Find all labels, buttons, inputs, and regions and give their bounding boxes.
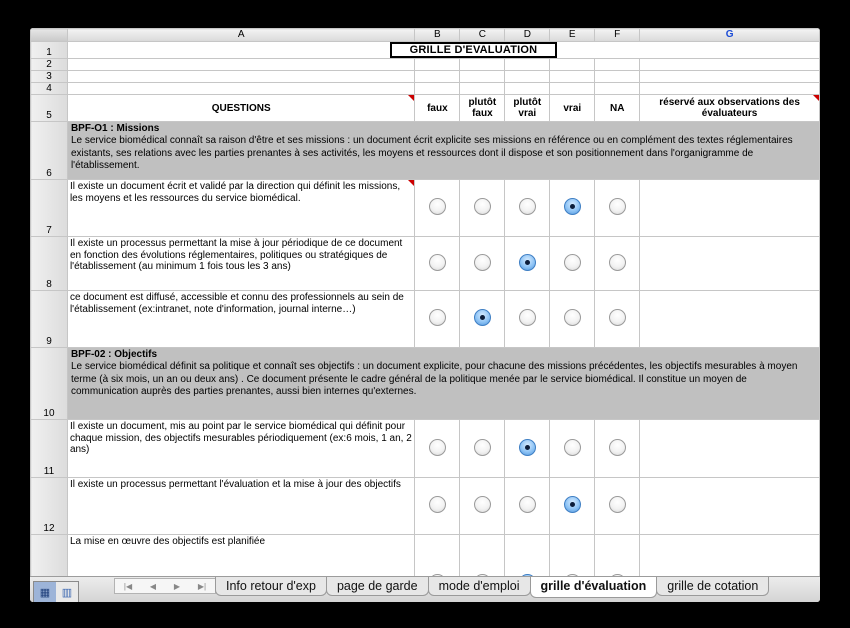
question-text: Il existe un document écrit et validé par la direction qui définit les missions, les moyens et les ressources du service biomédical. (69, 181, 401, 204)
sheet-row (31, 83, 820, 95)
plutot-vrai-cell (505, 180, 550, 237)
plutot-vrai-cell (505, 420, 550, 478)
question-row (31, 180, 820, 237)
vrai-cell (550, 420, 595, 478)
na-cell (595, 478, 640, 535)
na-cell (595, 291, 640, 348)
spreadsheet-window (30, 28, 820, 602)
na-radio[interactable] (609, 309, 626, 326)
sheet-tabs (216, 577, 769, 599)
question-cell[interactable] (67, 237, 414, 291)
cell[interactable] (415, 71, 460, 83)
na-radio[interactable] (609, 198, 626, 215)
observation-cell[interactable] (640, 420, 820, 478)
observation-cell[interactable] (640, 291, 820, 348)
vrai-radio[interactable] (564, 254, 581, 271)
section-row (31, 348, 820, 420)
cell[interactable] (67, 83, 414, 95)
plutot-vrai-radio[interactable] (519, 309, 536, 326)
faux-cell (415, 478, 460, 535)
column-header-c[interactable]: C (460, 29, 505, 42)
worksheet-grid (30, 28, 820, 595)
plutot-faux-cell (460, 291, 505, 348)
plutot-vrai-cell (505, 478, 550, 535)
na-radio[interactable] (609, 496, 626, 513)
vrai-radio[interactable] (564, 309, 581, 326)
previous-sheet-icon[interactable]: ◀ (149, 581, 157, 591)
na-header[interactable]: NA (595, 95, 640, 122)
vrai-radio[interactable] (564, 496, 581, 513)
observations-header[interactable] (640, 95, 820, 122)
plutot-faux-radio[interactable] (474, 496, 491, 513)
row-number[interactable]: 4 (31, 83, 68, 95)
na-cell (595, 180, 640, 237)
plutot-vrai-header[interactable]: plutôt vrai (505, 95, 550, 122)
sheet-row (31, 42, 820, 59)
plutot-faux-radio[interactable] (474, 309, 491, 326)
cell[interactable] (640, 71, 820, 83)
section-text: Le service biomédical connaît sa raison d'être et ses missions : un document écrit explicite ses missions en référence ou en complément des textes réglementaires existants, ses relations avec les parties prenantes à ses activités, les moyens et ressources dont il dispose et son positionnement dans l'organigramme de l'établissement. (70, 135, 793, 172)
vrai-radio[interactable] (564, 198, 581, 215)
row-number[interactable]: 8 (31, 237, 68, 291)
tab-grille-evaluation[interactable]: grille d'évaluation (530, 577, 658, 598)
plutot-faux-cell (460, 420, 505, 478)
vrai-cell (550, 478, 595, 535)
faux-radio[interactable] (429, 254, 446, 271)
observation-cell[interactable] (640, 180, 820, 237)
column-header-g[interactable]: G (640, 29, 820, 42)
cell[interactable] (595, 71, 640, 83)
faux-cell (415, 291, 460, 348)
question-text: Il existe un processus permettant la mise à jour périodique de ce document en fonction des évolutions réglementaires, politiques ou stratégiques de l'établissement (au minimum 1 fois tous les 3 ans) (69, 238, 403, 273)
section-text: Le service biomédical définit sa politique et connaît ses objectifs : un document explicite, pour chacune des missions précédentes, les objectifs mesurables à moyen terme (à six mois, un an ou deux ans) . Ce document présente le cadre général de la politique menée par le service biomédical. Il constitue un moyen de communication auprès des parties prenantes, aussi bien internes qu'externes. (70, 361, 798, 398)
title-cell[interactable] (67, 42, 819, 59)
vrai-cell (550, 291, 595, 348)
section-cell[interactable] (67, 122, 819, 180)
question-row (31, 237, 820, 291)
observation-cell[interactable] (640, 478, 820, 535)
plutot-vrai-radio[interactable] (519, 439, 536, 456)
tab-page-de-garde[interactable]: page de garde (326, 577, 429, 596)
faux-radio[interactable] (429, 198, 446, 215)
row-number[interactable]: 3 (31, 71, 68, 83)
faux-cell (415, 180, 460, 237)
column-header-b[interactable]: B (415, 29, 460, 42)
sheet-row (31, 71, 820, 83)
cell[interactable] (550, 83, 595, 95)
faux-cell (415, 420, 460, 478)
cell[interactable] (595, 59, 640, 71)
row-number[interactable]: 10 (31, 348, 68, 420)
plutot-faux-radio[interactable] (474, 198, 491, 215)
cell[interactable] (505, 59, 550, 71)
faux-radio[interactable] (429, 309, 446, 326)
column-header-d[interactable]: D (505, 29, 550, 42)
plutot-vrai-cell (505, 291, 550, 348)
observation-cell[interactable] (640, 237, 820, 291)
plutot-faux-radio[interactable] (474, 254, 491, 271)
vrai-cell (550, 237, 595, 291)
row-number[interactable]: 5 (31, 95, 68, 122)
comment-marker-icon (408, 180, 414, 186)
sheet-row (31, 59, 820, 71)
tab-mode-emploi[interactable]: mode d'emploi (428, 577, 531, 596)
na-radio[interactable] (609, 254, 626, 271)
section-cell[interactable] (67, 348, 819, 420)
cell[interactable] (415, 83, 460, 95)
plutot-faux-cell (460, 478, 505, 535)
question-cell[interactable] (67, 291, 414, 348)
sheet-title: GRILLE D'EVALUATION (390, 42, 558, 58)
view-switcher (33, 581, 79, 602)
question-cell[interactable] (67, 420, 414, 478)
question-row (31, 291, 820, 348)
column-header-row (31, 29, 820, 42)
na-cell (595, 237, 640, 291)
question-cell[interactable] (67, 180, 414, 237)
cell[interactable] (550, 71, 595, 83)
vrai-cell (550, 180, 595, 237)
cell[interactable] (640, 83, 820, 95)
question-text: Il existe un processus permettant l'évaluation et la mise à jour des objectifs (69, 479, 401, 490)
select-all-corner[interactable] (31, 29, 68, 42)
row-number[interactable]: 11 (31, 420, 68, 478)
last-sheet-icon[interactable]: ▶| (197, 581, 207, 591)
column-header-a[interactable]: A (67, 29, 414, 42)
cell[interactable] (505, 83, 550, 95)
plutot-vrai-cell (505, 237, 550, 291)
row-number[interactable]: 1 (31, 42, 68, 59)
section-heading: BPF-O1 : Missions (70, 123, 160, 134)
row-number[interactable]: 9 (31, 291, 68, 348)
column-header-e[interactable]: E (550, 29, 595, 42)
cell[interactable] (460, 59, 505, 71)
page-layout-view-icon[interactable]: ▥ (61, 586, 73, 599)
questions-header[interactable] (67, 95, 414, 122)
faux-cell (415, 237, 460, 291)
cell[interactable] (67, 71, 414, 83)
vrai-header[interactable]: vrai (550, 95, 595, 122)
next-sheet-icon[interactable]: ▶ (173, 581, 181, 591)
question-text: La mise en œuvre des objectifs est planifiée (69, 536, 266, 547)
tab-info-retour[interactable]: Info retour d'exp (215, 577, 327, 596)
section-heading: BPF-02 : Objectifs (70, 349, 158, 360)
cell[interactable] (415, 59, 460, 71)
na-radio[interactable] (609, 439, 626, 456)
cell[interactable] (550, 59, 595, 71)
first-sheet-icon[interactable]: |◀ (123, 581, 133, 591)
cell[interactable] (505, 71, 550, 83)
plutot-faux-radio[interactable] (474, 439, 491, 456)
cell[interactable] (640, 59, 820, 71)
row-number[interactable]: 12 (31, 478, 68, 535)
vrai-radio[interactable] (564, 439, 581, 456)
column-header-f[interactable]: F (595, 29, 640, 42)
cell[interactable] (595, 83, 640, 95)
faux-header[interactable]: faux (415, 95, 460, 122)
question-cell[interactable] (67, 478, 414, 535)
normal-view-icon[interactable]: ▦ (34, 582, 56, 602)
row-number[interactable]: 6 (31, 122, 68, 180)
comment-marker-icon (408, 95, 414, 101)
cell[interactable] (460, 71, 505, 83)
cell[interactable] (460, 83, 505, 95)
na-cell (595, 420, 640, 478)
row-number[interactable]: 2 (31, 59, 68, 71)
plutot-faux-header[interactable]: plutôt faux (460, 95, 505, 122)
question-row (31, 478, 820, 535)
faux-radio[interactable] (429, 439, 446, 456)
tab-grille-cotation[interactable]: grille de cotation (656, 577, 769, 596)
section-row (31, 122, 820, 180)
plutot-vrai-radio[interactable] (519, 198, 536, 215)
plutot-faux-cell (460, 180, 505, 237)
sheet-tab-bar (30, 576, 820, 602)
question-row (31, 420, 820, 478)
plutot-vrai-radio[interactable] (519, 254, 536, 271)
sheet-nav-arrows (114, 578, 216, 594)
faux-radio[interactable] (429, 496, 446, 513)
table-header-row (31, 95, 820, 122)
cell[interactable] (67, 59, 414, 71)
question-text: Il existe un document, mis au point par le service biomédical qui définit pour chaque mission, des objectifs mesurables périodiquement (ex:6 mois, 1 an, 2 ans) (69, 421, 412, 456)
row-number[interactable]: 7 (31, 180, 68, 237)
plutot-faux-cell (460, 237, 505, 291)
observations-header-label: réservé aux observations des évaluateurs (659, 97, 800, 119)
question-text: ce document est diffusé, accessible et connu des professionnels au sein de l'établissement (ex:intranet, note d'information, journal interne…) (69, 292, 404, 315)
comment-marker-icon (813, 95, 819, 101)
plutot-vrai-radio[interactable] (519, 496, 536, 513)
questions-header-label: QUESTIONS (211, 102, 271, 114)
